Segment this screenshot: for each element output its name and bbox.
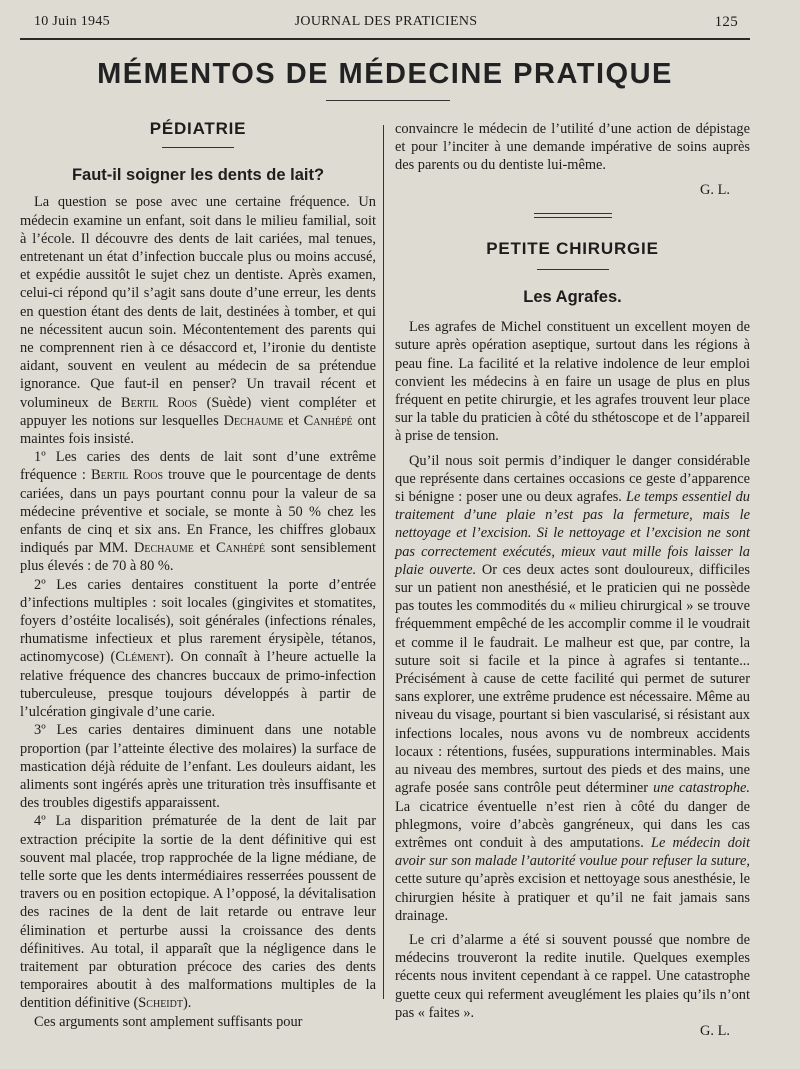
section-rule: [162, 147, 234, 148]
section-separator: [534, 213, 612, 218]
article-title-agrafes: Les Agrafes.: [523, 288, 622, 307]
right-column: [395, 120, 750, 1040]
paragraph: Ces arguments sont amplement suffisants pour: [34, 1013, 303, 1030]
column-divider: [383, 125, 384, 999]
section-rule: [537, 269, 609, 270]
issue-date: 10 Juin 1945: [34, 14, 110, 29]
page-number: 125: [714, 14, 738, 30]
paragraph: 1º Les caries des dents de lait sont d’une extrême fréquence : Bertil Roos trouve que le pourcentage de dents cariées, dans un pays pourtant connu pour la valeur de sa médecine préventive et sociale, se monte à 50 % chez les enfants de cinq et six ans. En France, les chiffres globaux indiqués par MM. Dechaume et Canhépé sont sensiblement plus élevés : de 70 à 80 %.: [20, 449, 376, 575]
signature: G. L.: [700, 1022, 730, 1039]
paragraph: Les agrafes de Michel constituent un excellent moyen de suture après opération aseptique, surtout dans les régions à peau fine. La facilité et la relative indolence de leur emploi convient les médecins à en faire un usage de plus en plus fréquent en petite chirurgie, et les agrafes trouvent leur place sur la table du praticien à côté du sthétoscope et de l’appareil à prise de tension.: [395, 319, 750, 445]
journal-name: JOURNAL DES PRATICIENS: [294, 14, 478, 29]
section-title-petite-chirurgie: PETITE CHIRURGIE: [486, 238, 659, 258]
running-head: [34, 14, 738, 36]
paragraph: Le cri d’alarme a été si souvent poussé que nombre de médecins trouveront la redite inutile. Quelques exemples récents nous invitent cependant à ce rappel. Une catastrophe guette ceux qui referment aveuglément les plaies qu’ils n’ont pas « faites ».: [395, 931, 750, 1021]
signature: G. L.: [700, 181, 730, 198]
paragraph: 3º Les caries dentaires diminuent dans une notable proportion (par l’atteinte élective des molaires) la surface de mastication déjà réduite de l’enfant. Les douleurs aidant, les aliments sont ingérés après une trituration très insuffisante et des troubles digestifs apparaissent.: [20, 722, 376, 812]
paragraph: 4º La disparition prématurée de la dent de lait par extraction précipite la sortie de la dent définitive qui est souvent mal placée, trop rapprochée de la ligne médiane, de telle sorte que les dents intermédiaires resserrées poussent de travers ou en position ectopique. A l’opposé, la dévitalisation des racines de la dent de lait retarde ou entrave leur élimination et perturbe aussi la croissance des dents définitives. Au total, il apparaît que la négligence dans le traitement par obturation précoce des caries des dents temporaires aboutit à des malformations multiples de la dentition définitive (Scheidt).: [20, 813, 376, 1012]
page-title: MÉMENTOS DE MÉDECINE PRATIQUE: [97, 58, 673, 90]
paragraph: 2º Les caries dentaires constituent la porte d’entrée d’infections multiples : soit locales (gingivites et stomatites, foyers d’ostéite localisés), soit générales (infections rénales, rhumatisme infectieux et plus rarement érysipèle, tétanos, actinomycose) (Clément). On connaît à l’heure actuelle la relative fréquence des chancres buccaux de primo-infection tuberculeuse, presque toujours développés à partir de l’ulcération gingivale d’une carie.: [20, 576, 376, 721]
left-column: [20, 120, 376, 1031]
paragraph-continued: convaincre le médecin de l’utilité d’une action de dépistage et pour l’inciter à une demande impérative de soins auprès des parents ou du dentiste lui-même.: [395, 121, 750, 174]
header-rule: [20, 38, 750, 40]
paragraph: Qu’il nous soit permis d’indiquer le danger considérable que représente dans certaines occasions ce geste d’apparence si bénigne : poser une ou deux agrafes. Le temps essentiel du traitement d’une plaie n’est pas la fermeture, mais le nettoyage et l’excision. Si le nettoyage et l’excision ne sont pas correctement exécutés, mieux vaut mille fois laisser la plaie ouverte. Or ces deux actes sont douloureux, difficiles sur un patient non anesthésié, et le praticien qui ne possède pas toutes les commodités du « milieu chirurgical » se trouve fréquemment empêché de les accomplir comme il le voudrait et comme il le faudrait. Le malheur est que, par contre, la suture soit si facile et la pince à agrafes si tentante... Précisément à cause de cette facilité qui permet de suturer sans explorer, une extrême prudence est nécessaire. Même au niveau du visage, pourtant si bien vascularisé, si résistant aux infections locales, nous avons vu de nombreux accidents locaux : rétentions, fusées, suppurations interminables. Mais au niveau des membres, surtout des pieds et des mains, une agrafe posée sans contrôle peut déterminer une catastrophe. La cicatrice éventuelle n’est rien à côté du danger de phlegmons, voire d’abcès gangréneux, qui dans les cas extrêmes ont conduit à des amputations. Le médecin doit avoir sur son malade l’autorité voulue pour refuser la suture, cette suture qu’après excision et nettoyage sous anesthésie, le chirurgien hésite à pratiquer et qu’il ne fait jamais sans drainage.: [395, 452, 751, 924]
paragraph: La question se pose avec une certaine fréquence. Un médecin examine un enfant, soit dans le milieu familial, soit à l’école. Il découvre des dents de lait cariées, mal tenues, entretenant un état d’infection buccale plus ou moins accusé, et expédie aussitôt le sujet chez un dentiste. Après examen, celui-ci répond qu’il s’agit sans doute d’une erreur, les dents en question étant des dents de lait, destinées à tomber, et qui ne nécessitent aucun soin. Mécontentement des parents qui ne comprennent rien à ce désaccord et, l’ironie du dentiste aidant, souvent en veulent au médecin de sa prétendue ignorance. Que faut-il en penser? Un travail récent et volumineux de Bertil Roos (Suède) vient compléter et appuyer les notions sur lesquelles Dechaume et Canhépé ont maintes fois insisté.: [20, 194, 376, 448]
article-title-dents-de-lait: Faut-il soigner les dents de lait?: [71, 166, 325, 185]
title-rule: [326, 100, 450, 101]
section-title-pediatrie: PÉDIATRIE: [149, 119, 247, 138]
